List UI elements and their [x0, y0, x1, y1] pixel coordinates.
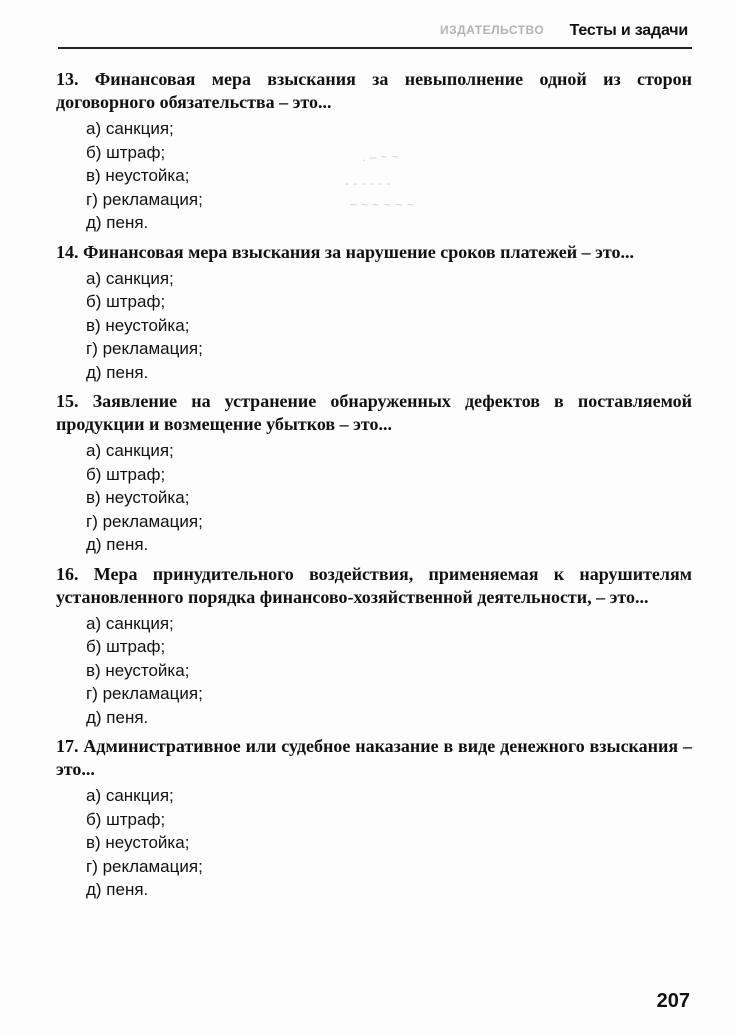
question-text: 14. Финансовая мера взыскания за нарушение сроков платежей – это... — [56, 241, 635, 262]
question-text: 17. Административное или судебное наказание в виде денежного взыскания – это... — [56, 736, 692, 779]
bleed-through-mark: ~ ~ ~ ~ ~ ~ — [350, 198, 415, 212]
bleed-through-mark: - - - - - - — [345, 176, 392, 190]
answer-options — [56, 439, 692, 557]
answer-option: в) неустойка; — [86, 166, 190, 185]
question-14 — [56, 241, 692, 385]
section-title: Тесты и задачи — [569, 22, 688, 39]
question-15 — [56, 390, 692, 557]
page-header — [0, 22, 736, 52]
answer-option: г) рекламация; — [86, 511, 203, 531]
answer-option: в) неустойка; — [86, 315, 190, 335]
answer-option: г) рекламация; — [86, 339, 203, 358]
question-16 — [56, 563, 692, 730]
answer-option: а) санкция; — [86, 786, 174, 805]
answer-options — [56, 784, 692, 902]
header-rule — [58, 47, 692, 49]
answer-option: д) пеня. — [86, 707, 149, 727]
answer-option: д) пеня. — [86, 535, 149, 554]
answer-options — [56, 267, 692, 385]
question-text: 16. Мера принудительного воздействия, применяемая к нарушителям установленного порядка финансово-хозяйственной деятельности, – это... — [56, 563, 692, 607]
answer-option: г) рекламация; — [86, 856, 203, 876]
answer-options — [56, 117, 692, 235]
answer-option: б) штраф; — [86, 142, 166, 162]
answer-option: д) пеня. — [86, 362, 149, 382]
question-13 — [56, 68, 692, 235]
header-faint-text: ИЗДАТЕЛЬСТВО — [440, 23, 545, 37]
answer-option: б) штраф; — [86, 809, 166, 829]
question-17 — [56, 735, 692, 902]
answer-option: д) пеня. — [86, 880, 149, 899]
answer-option: в) неустойка; — [86, 833, 190, 852]
page-number: 207 — [656, 990, 690, 1012]
answer-option: а) санкция; — [86, 441, 174, 460]
answer-option: б) штраф; — [86, 292, 166, 311]
question-list — [56, 68, 692, 908]
question-text: 13. Финансовая мера взыскания за невыполнение одной из сторон договорного обязательства – это... — [56, 69, 692, 112]
bleed-through-mark: . – ~ ~ — [362, 150, 400, 164]
answer-option: а) санкция; — [86, 268, 174, 288]
answer-option: в) неустойка; — [86, 488, 190, 507]
answer-option: а) санкция; — [86, 613, 174, 633]
answer-option: а) санкция; — [86, 119, 174, 138]
answer-option: д) пеня. — [86, 213, 149, 232]
question-text: 15. Заявление на устранение обнаруженных дефектов в поставляемой продукции и возмещение убытков – это... — [56, 391, 692, 434]
answer-option: б) штраф; — [86, 464, 166, 484]
answer-option: б) штраф; — [86, 637, 166, 656]
answer-option: г) рекламация; — [86, 684, 203, 703]
answer-options — [56, 612, 692, 730]
answer-option: в) неустойка; — [86, 660, 190, 680]
answer-option: г) рекламация; — [86, 189, 203, 209]
